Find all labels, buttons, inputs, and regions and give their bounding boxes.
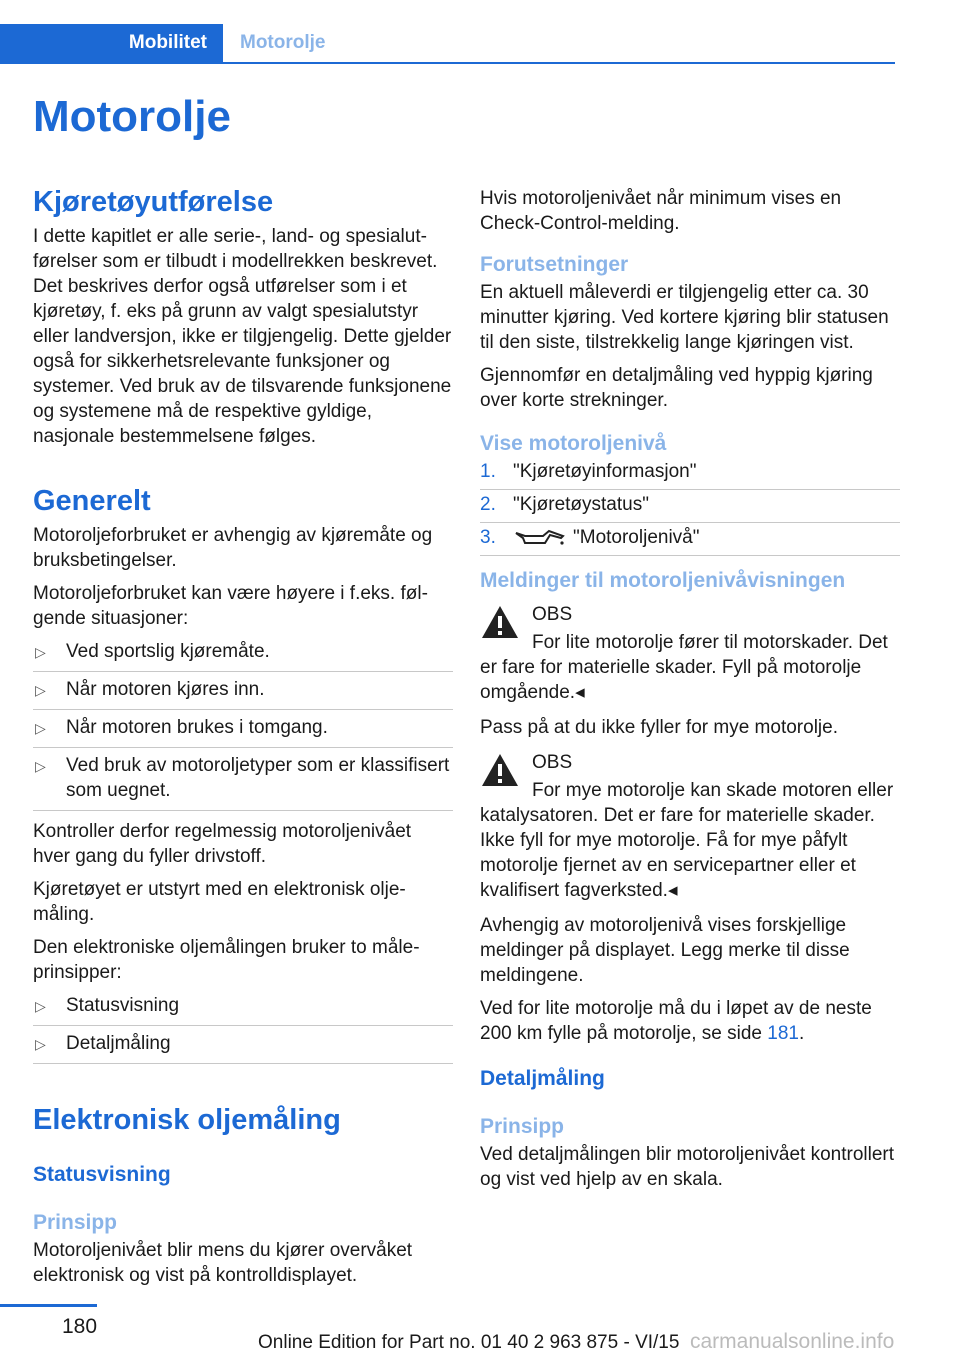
right-column	[480, 180, 900, 1200]
paragraph: Ved detaljmålingen blir motoroljenivået kontrollert og vist ved hjelp av en skala.	[480, 1144, 895, 1190]
list-item-text: Ved bruk av motoroljetyper som er klassifisert som uegnet.	[66, 755, 450, 801]
oil-can-icon	[513, 527, 565, 549]
heading-detaljmaling: Detaljmåling	[480, 1067, 605, 1090]
paragraph: En aktuell måleverdi er tilgjengelig etter ca. 30 minutter kjøring. Ved kortere kjøring blir statusen til den siste, tilstrekkelig lange kjøringen vist.	[480, 282, 889, 353]
paragraph: Gjennomfør en detaljmåling ved hyppig kjøring over korte strekninger.	[480, 365, 873, 411]
list-item	[33, 639, 453, 672]
left-column	[33, 180, 453, 1296]
page-title: Motorolje	[33, 92, 231, 141]
paragraph: Avhengig av motoroljenivå vises forskjellige meldinger på displayet. Legg merke til disse meldingene.	[480, 915, 850, 986]
section-title-generelt: Generelt	[33, 485, 151, 517]
warning-label: OBS	[532, 604, 573, 625]
consumption-list	[33, 639, 453, 811]
heading-forutsetninger: Forutsetninger	[480, 253, 629, 276]
text: Ved for lite motorolje må du i løpet av de neste 200 km fylle på motorolje, se side	[480, 998, 872, 1044]
list-item	[33, 715, 453, 748]
paragraph: Hvis motoroljenivået når minimum vises en Check-Control-melding.	[480, 188, 842, 234]
step-text: "Kjøretøystatus"	[513, 494, 649, 515]
paragraph: Den elektroniske oljemålingen bruker to måleprinsipper:	[33, 937, 420, 983]
page-number: 180	[62, 1315, 98, 1338]
step-item	[480, 459, 900, 490]
list-item	[33, 1031, 453, 1064]
warning-box	[480, 748, 900, 903]
warning-box	[480, 600, 900, 705]
paragraph: Pass på at du ikke fyller for mye motorolje.	[480, 717, 838, 738]
section-title-elektronisk-oljemaling: Elektronisk oljemåling	[33, 1104, 341, 1136]
tab-motorolje[interactable]: Motorolje	[240, 32, 326, 53]
heading-prinsipp: Prinsipp	[480, 1115, 565, 1138]
list-item	[33, 993, 453, 1026]
paragraph: Kjøretøyet er utstyrt med en elektronisk oljemåling.	[33, 879, 406, 925]
paragraph	[480, 996, 900, 1046]
header-bar	[0, 24, 895, 64]
page-link-181[interactable]: 181	[767, 1023, 799, 1044]
text: .	[798, 1023, 805, 1044]
edition-text: Online Edition for Part no. 01 40 2 963 875 - VI/15	[258, 1332, 680, 1353]
triangle-bullet-icon: ▷	[35, 1036, 46, 1052]
warning-icon	[480, 752, 520, 788]
step-item	[480, 492, 900, 523]
triangle-bullet-icon: ▷	[35, 720, 46, 736]
paragraph: I dette kapitlet er alle serie-, land- og spesialutførelser som er tilbudt i modellrekken beskrevet. Det beskrives derfor også utførelser som i et kjøretøy, f. eks på grunn av valgt spesialutstyr eller landversjon, ikke er tilgjengelig. Dette gjelder også for sikkerhetsrelevante funksjoner og systemer. Ved bruk av de tilsvarende funksjonene og systemene må de respektive gyldige, nasjonale bestemmelsene følges.	[33, 226, 452, 447]
warning-text: For lite motorolje fører til motorskader. Det er fare for materielle skader. Fyll på motorolje omgående.◂	[480, 632, 888, 703]
list-item-text: Statusvisning	[66, 995, 180, 1016]
step-item	[480, 525, 900, 556]
warning-icon	[480, 604, 520, 640]
principles-list	[33, 993, 453, 1064]
heading-meldinger: Meldinger til motoroljenivåvisningen	[480, 569, 846, 592]
warning-label: OBS	[532, 752, 573, 773]
step-text: "Motoroljenivå"	[573, 527, 700, 548]
step-number: 1.	[480, 461, 496, 482]
list-item-text: Når motoren kjøres inn.	[66, 679, 265, 700]
warning-text: For mye motorolje kan skade motoren eller katalysatoren. Det er fare for materielle skader. Ikke fyll for mye motorolje. Få for mye påfylt motorolje fjernet av en servicepartner eller et kvalifisert fagverksted.◂	[480, 780, 894, 901]
section-title-kjoretoyutforelse: Kjøretøyutførelse	[33, 186, 274, 218]
heading-vise-motoroljeniva: Vise motoroljenivå	[480, 432, 667, 455]
footer-rule	[0, 1304, 97, 1307]
step-number: 2.	[480, 494, 496, 515]
list-item-text: Ved sportslig kjøremåte.	[66, 641, 270, 662]
triangle-bullet-icon: ▷	[35, 758, 46, 774]
tab-mobilitet[interactable]: Mobilitet	[0, 24, 223, 62]
step-text: "Kjøretøyinformasjon"	[513, 461, 697, 482]
step-number: 3.	[480, 527, 496, 548]
list-item	[33, 677, 453, 710]
paragraph: Motoroljenivået blir mens du kjører overvåket elektronisk og vist på kontrolldisplayet.	[33, 1240, 413, 1286]
list-item-text: Detaljmåling	[66, 1033, 171, 1054]
paragraph: Kontroller derfor regelmessig motoroljenivået hver gang du fyller drivstoff.	[33, 821, 412, 867]
list-item	[33, 753, 453, 811]
subsection-title-statusvisning: Statusvisning	[33, 1163, 171, 1186]
steps-list	[480, 459, 900, 556]
paragraph: Motoroljeforbruket kan være høyere i f.eks. følgende situasjoner:	[33, 583, 428, 629]
triangle-bullet-icon: ▷	[35, 998, 46, 1014]
watermark: carmanualsonline.info	[690, 1330, 895, 1353]
triangle-bullet-icon: ▷	[35, 682, 46, 698]
triangle-bullet-icon: ▷	[35, 644, 46, 660]
subsubsection-title-prinsipp: Prinsipp	[33, 1211, 118, 1234]
paragraph: Motoroljeforbruket er avhengig av kjøremåte og bruksbetingelser.	[33, 525, 433, 571]
list-item-text: Når motoren brukes i tomgang.	[66, 717, 328, 738]
